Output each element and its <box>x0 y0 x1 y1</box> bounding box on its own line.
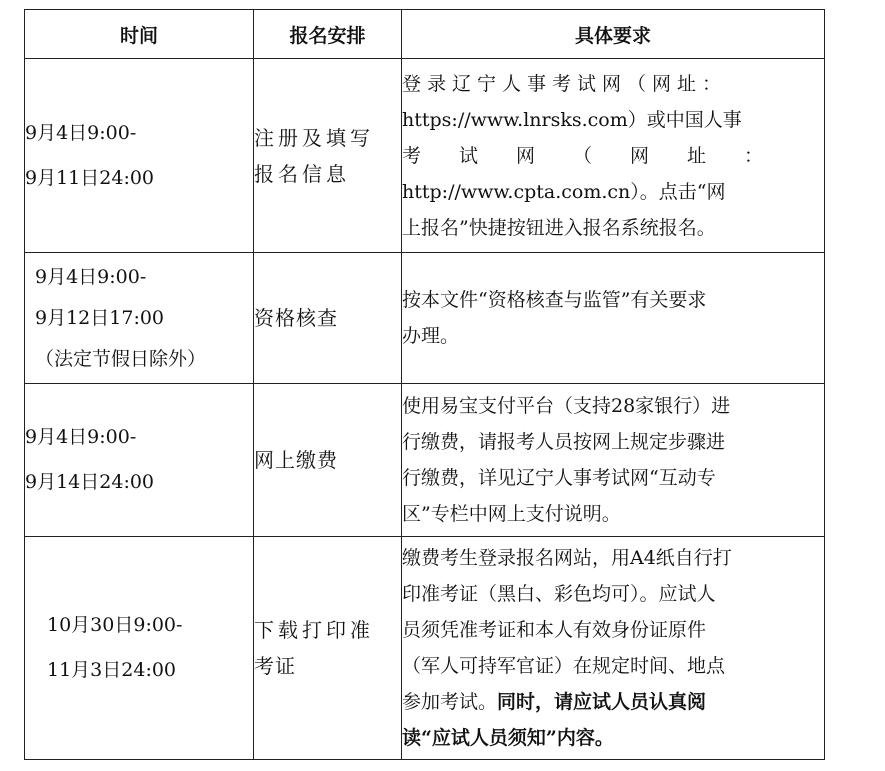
time-line: 9月4日9:00- <box>35 265 147 288</box>
arrangement-cell <box>254 384 402 537</box>
time-line: 9月12日17:00 <box>35 306 165 329</box>
registration-schedule-table <box>24 9 825 760</box>
table-header-row <box>25 10 825 59</box>
header-time: 时间 <box>25 10 254 59</box>
arrangement-line: 资格核查 <box>254 306 338 330</box>
requirements-line: 考试网（网址： <box>402 144 802 167</box>
requirements-text: 参加考试。 <box>402 691 498 713</box>
requirements-cell <box>402 384 825 537</box>
time-line: 9月4日9:00- <box>25 426 137 448</box>
requirements-line: 办理。 <box>402 325 460 347</box>
requirements-line: https://www.lnrsks.com）或中国人事 <box>402 108 742 131</box>
time-cell <box>25 537 254 760</box>
requirements-cell <box>402 537 825 760</box>
requirements-line: 缴费考生登录报名网站，用A4纸自行打 <box>402 547 732 569</box>
table-row <box>25 384 825 537</box>
requirements-line: 印准考证（黑白、彩色均可）。应试人 <box>402 583 716 605</box>
header-requirements: 具体要求 <box>402 10 825 59</box>
requirements-line: 登录辽宁人事考试网（网址： <box>402 72 728 95</box>
requirements-line: 按本文件“资格核查与监管”有关要求 <box>402 289 707 311</box>
table-row <box>25 537 825 760</box>
requirements-cell <box>402 253 825 384</box>
requirements-bold-line: 读“应试人员须知”内容。 <box>402 727 614 749</box>
arrangement-cell <box>254 253 402 384</box>
requirements-cell <box>402 59 825 253</box>
arrangement-line: 下载打印准 <box>254 618 374 642</box>
header-arrangement: 报名安排 <box>254 10 402 59</box>
requirements-line: （军人可持军官证）在规定时间、地点 <box>402 655 726 677</box>
time-line: 11月3日24:00 <box>47 659 177 681</box>
requirements-bold-text: 同时，请应试人员认真阅 <box>497 691 707 713</box>
time-line: 9月4日9:00- <box>25 121 137 144</box>
requirements-line-mixed <box>402 684 824 720</box>
requirements-line: 使用易宝支付平台（支持28家银行）进 <box>402 395 731 417</box>
requirements-line: 员须凭准考证和本人有效身份证原件 <box>402 619 707 641</box>
arrangement-line: 报名信息 <box>254 161 350 186</box>
time-cell <box>25 384 254 537</box>
time-line: （法定节假日除外） <box>35 347 207 370</box>
requirements-line: http://www.cpta.com.cn）。点击“网 <box>402 180 726 203</box>
time-cell <box>25 59 254 253</box>
requirements-line: 区”专栏中网上支付说明。 <box>402 503 621 525</box>
arrangement-line: 网上缴费 <box>254 448 338 472</box>
arrangement-line: 考证 <box>254 654 296 678</box>
arrangement-line: 注册及填写 <box>254 125 374 150</box>
arrangement-cell <box>254 59 402 253</box>
requirements-line: 上报名”快捷按钮进入报名系统报名。 <box>402 216 716 239</box>
requirements-line: 行缴费，详见辽宁人事考试网“互动专 <box>402 467 716 489</box>
table-row <box>25 253 825 384</box>
time-line: 9月14日24:00 <box>25 471 155 493</box>
table-row <box>25 59 825 253</box>
time-line: 9月11日24:00 <box>25 166 155 189</box>
requirements-line: 行缴费，请报考人员按网上规定步骤进 <box>402 431 726 453</box>
time-line: 10月30日9:00- <box>47 614 183 636</box>
arrangement-cell <box>254 537 402 760</box>
time-cell <box>25 253 254 384</box>
